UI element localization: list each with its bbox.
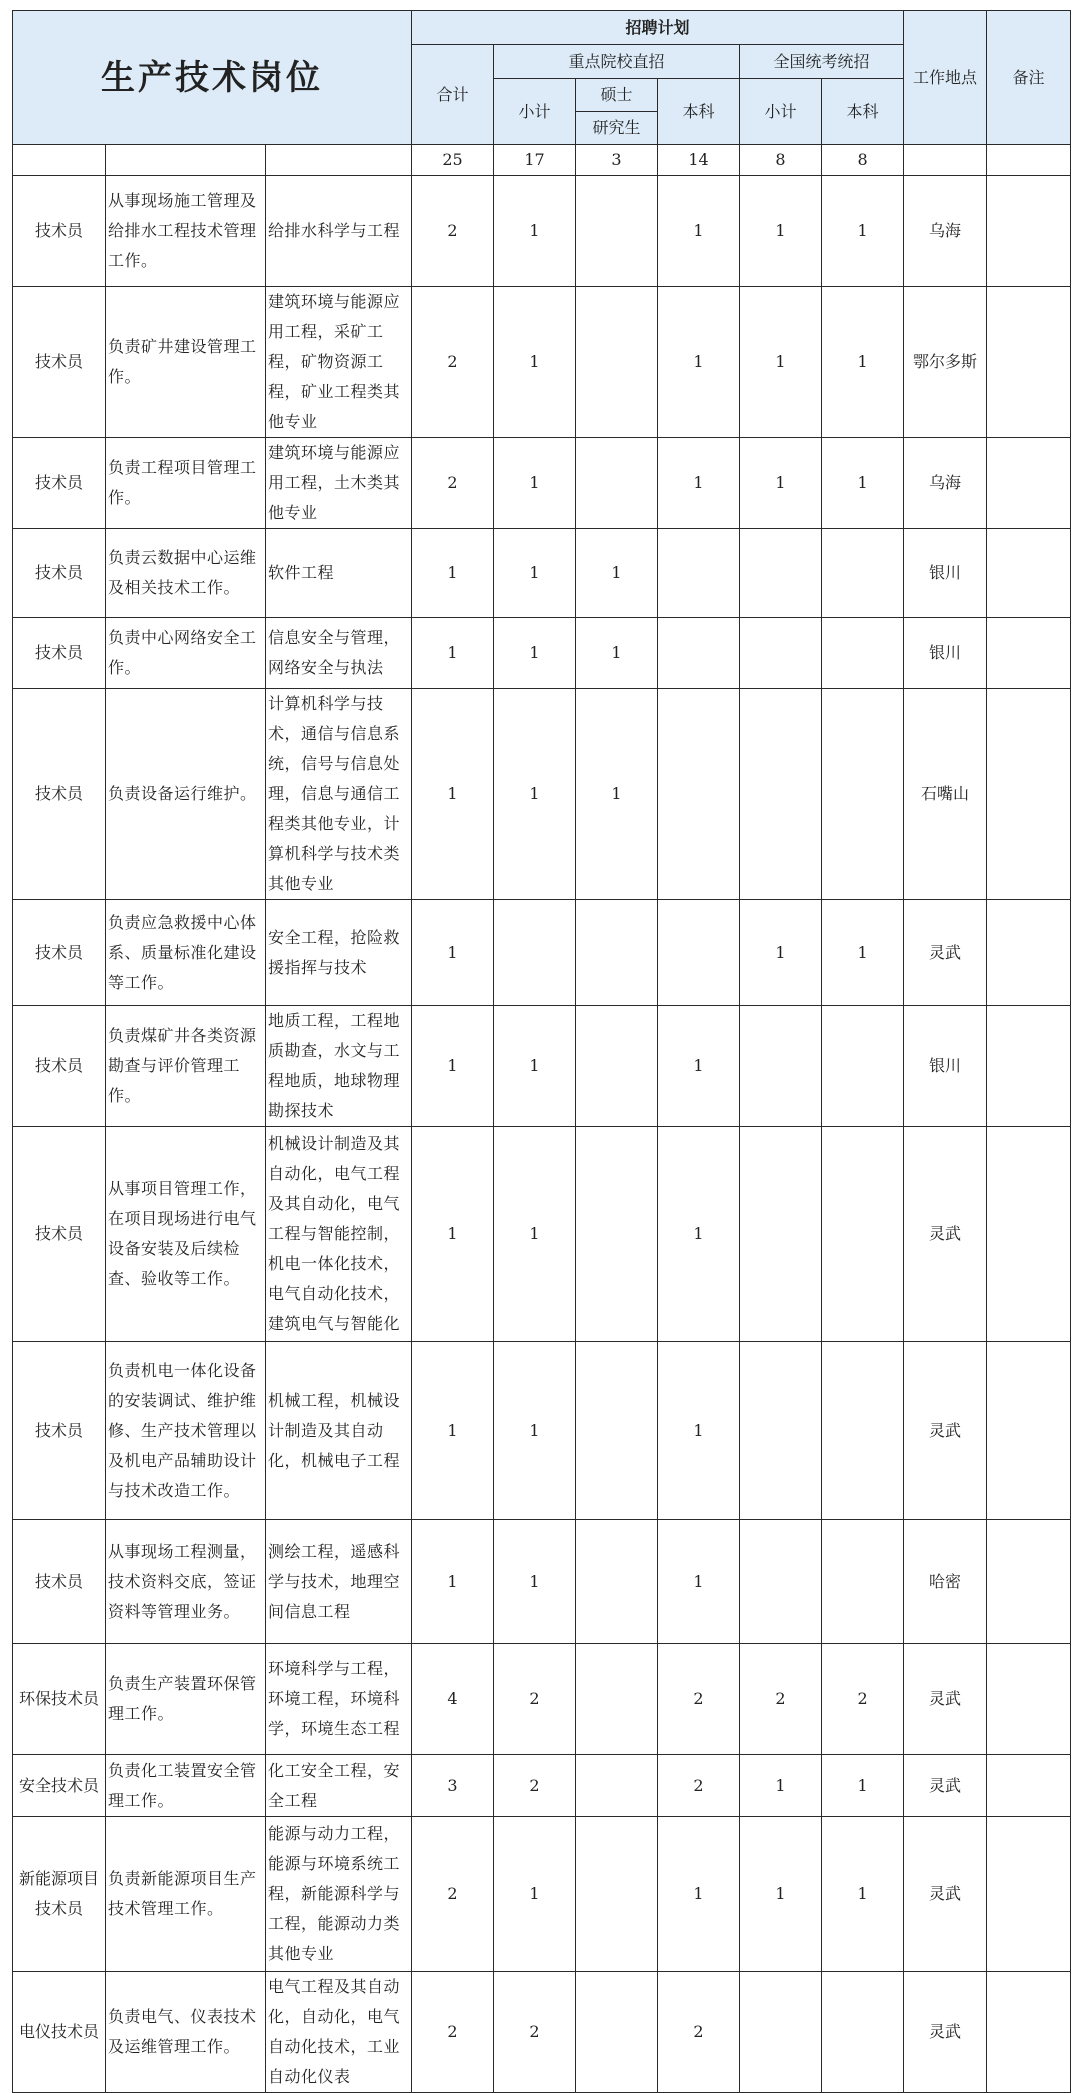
table-row — [13, 529, 1071, 618]
key-bachelor-cell: 2 — [658, 1644, 740, 1755]
totals-row — [13, 145, 1071, 176]
table-row — [13, 1972, 1071, 2093]
major-cell: 计算机科学与技术，通信与信息系统，信号与信息处理，信息与通信工程类其他专业，计算机科学与技术类其他专业 — [266, 689, 412, 900]
nat-bachelor-cell: 1 — [822, 900, 904, 1006]
remarks-cell — [987, 529, 1071, 618]
remarks-header: 备注 — [987, 11, 1071, 145]
remarks-cell — [987, 1644, 1071, 1755]
key-subtotal-cell: 1 — [494, 529, 576, 618]
key-bachelor-cell: 1 — [658, 438, 740, 529]
key-subtotal-header: 小计 — [494, 79, 576, 145]
nat-bachelor-cell — [822, 1972, 904, 2093]
sum-total: 25 — [412, 145, 494, 176]
table-row — [13, 900, 1071, 1006]
total-cell: 1 — [412, 1127, 494, 1342]
master-cell — [576, 287, 658, 438]
remarks-cell — [987, 1342, 1071, 1520]
master-header: 硕士 — [576, 79, 658, 112]
table-row — [13, 438, 1071, 529]
remarks-cell — [987, 689, 1071, 900]
position-cell: 技术员 — [13, 1127, 106, 1342]
nat-subtotal-cell: 1 — [740, 1755, 822, 1817]
remarks-cell — [987, 618, 1071, 689]
totals-blank — [904, 145, 987, 176]
total-cell: 2 — [412, 438, 494, 529]
master-cell — [576, 176, 658, 287]
duty-cell: 负责新能源项目生产技术管理工作。 — [106, 1817, 266, 1972]
duty-cell: 负责矿井建设管理工作。 — [106, 287, 266, 438]
key-subtotal-cell: 1 — [494, 689, 576, 900]
table-row — [13, 1755, 1071, 1817]
nat-subtotal-cell — [740, 689, 822, 900]
total-cell: 2 — [412, 287, 494, 438]
sum-key-bachelor: 14 — [658, 145, 740, 176]
duty-cell: 负责应急救援中心体系、质量标准化建设等工作。 — [106, 900, 266, 1006]
remarks-cell — [987, 1817, 1071, 1972]
key-bachelor-cell — [658, 618, 740, 689]
key-bachelor-cell: 1 — [658, 1520, 740, 1644]
total-cell: 2 — [412, 1817, 494, 1972]
position-cell: 技术员 — [13, 438, 106, 529]
location-cell: 灵武 — [904, 1342, 987, 1520]
remarks-cell — [987, 1755, 1071, 1817]
location-cell: 灵武 — [904, 1127, 987, 1342]
nat-bachelor-cell: 1 — [822, 1817, 904, 1972]
position-cell: 技术员 — [13, 689, 106, 900]
nat-bachelor-cell — [822, 1342, 904, 1520]
major-cell: 建筑环境与能源应用工程，土木类其他专业 — [266, 438, 412, 529]
nat-bachelor-header: 本科 — [822, 79, 904, 145]
key-bachelor-cell: 1 — [658, 176, 740, 287]
master-cell: 1 — [576, 689, 658, 900]
totals-blank — [13, 145, 106, 176]
remarks-cell — [987, 287, 1071, 438]
location-cell: 鄂尔多斯 — [904, 287, 987, 438]
nat-bachelor-cell: 2 — [822, 1644, 904, 1755]
duty-cell: 从事现场施工管理及给排水工程技术管理工作。 — [106, 176, 266, 287]
key-bachelor-cell: 1 — [658, 1127, 740, 1342]
key-bachelor-cell — [658, 900, 740, 1006]
position-cell: 电仪技术员 — [13, 1972, 106, 2093]
table-header — [13, 11, 1071, 145]
key-subtotal-cell: 2 — [494, 1755, 576, 1817]
plan-header: 招聘计划 — [412, 11, 904, 45]
position-cell: 技术员 — [13, 1520, 106, 1644]
key-bachelor-cell: 1 — [658, 287, 740, 438]
position-cell: 新能源项目技术员 — [13, 1817, 106, 1972]
key-subtotal-cell: 1 — [494, 618, 576, 689]
position-cell: 技术员 — [13, 900, 106, 1006]
total-cell: 1 — [412, 618, 494, 689]
major-cell: 安全工程，抢险救援指挥与技术 — [266, 900, 412, 1006]
recruitment-table-wrapper — [12, 10, 1070, 2093]
master-cell — [576, 1972, 658, 2093]
key-subtotal-cell: 1 — [494, 287, 576, 438]
duty-cell: 从事项目管理工作，在项目现场进行电气设备安装及后续检查、验收等工作。 — [106, 1127, 266, 1342]
total-cell: 2 — [412, 176, 494, 287]
sum-nat-subtotal: 8 — [740, 145, 822, 176]
major-cell: 机械工程，机械设计制造及其自动化，机械电子工程 — [266, 1342, 412, 1520]
key-schools-header: 重点院校直招 — [494, 45, 740, 79]
sum-nat-bachelor: 8 — [822, 145, 904, 176]
key-bachelor-cell: 1 — [658, 1006, 740, 1127]
nat-subtotal-cell: 1 — [740, 438, 822, 529]
duty-cell: 负责化工装置安全管理工作。 — [106, 1755, 266, 1817]
master-cell — [576, 1817, 658, 1972]
major-cell: 地质工程，工程地质勘查，水文与工程地质，地球物理勘探技术 — [266, 1006, 412, 1127]
key-subtotal-cell: 2 — [494, 1644, 576, 1755]
master-cell — [576, 900, 658, 1006]
major-cell: 信息安全与管理，网络安全与执法 — [266, 618, 412, 689]
master-cell — [576, 1755, 658, 1817]
nat-bachelor-cell: 1 — [822, 176, 904, 287]
total-cell: 1 — [412, 1342, 494, 1520]
total-header: 合计 — [412, 45, 494, 145]
nat-subtotal-cell: 1 — [740, 287, 822, 438]
recruitment-table — [12, 10, 1071, 2093]
total-cell: 1 — [412, 1006, 494, 1127]
location-cell: 哈密 — [904, 1520, 987, 1644]
nat-subtotal-header: 小计 — [740, 79, 822, 145]
nat-subtotal-cell — [740, 1520, 822, 1644]
duty-cell: 负责中心网络安全工作。 — [106, 618, 266, 689]
major-cell: 环境科学与工程，环境工程，环境科学，环境生态工程 — [266, 1644, 412, 1755]
key-bachelor-cell: 1 — [658, 1817, 740, 1972]
key-bachelor-cell — [658, 529, 740, 618]
totals-blank — [987, 145, 1071, 176]
remarks-cell — [987, 1127, 1071, 1342]
nat-bachelor-cell — [822, 1127, 904, 1342]
remarks-cell — [987, 900, 1071, 1006]
postgrad-header: 研究生 — [576, 112, 658, 145]
page-title: 生产技术岗位 — [13, 11, 412, 145]
remarks-cell — [987, 1520, 1071, 1644]
key-subtotal-cell: 1 — [494, 1817, 576, 1972]
key-subtotal-cell: 2 — [494, 1972, 576, 2093]
position-cell: 环保技术员 — [13, 1644, 106, 1755]
nat-bachelor-cell — [822, 1520, 904, 1644]
major-cell: 建筑环境与能源应用工程，采矿工程，矿物资源工程，矿业工程类其他专业 — [266, 287, 412, 438]
location-cell: 灵武 — [904, 1817, 987, 1972]
key-bachelor-cell: 1 — [658, 1342, 740, 1520]
remarks-cell — [987, 1972, 1071, 2093]
nat-subtotal-cell — [740, 529, 822, 618]
master-cell — [576, 1006, 658, 1127]
duty-cell: 负责设备运行维护。 — [106, 689, 266, 900]
total-cell: 4 — [412, 1644, 494, 1755]
remarks-cell — [987, 176, 1071, 287]
master-cell: 1 — [576, 529, 658, 618]
table-body — [13, 145, 1071, 2093]
duty-cell: 负责煤矿井各类资源勘查与评价管理工作。 — [106, 1006, 266, 1127]
position-cell: 技术员 — [13, 176, 106, 287]
table-row — [13, 618, 1071, 689]
location-cell: 石嘴山 — [904, 689, 987, 900]
total-cell: 1 — [412, 529, 494, 618]
nat-subtotal-cell: 1 — [740, 1817, 822, 1972]
master-cell — [576, 1644, 658, 1755]
duty-cell: 负责云数据中心运维及相关技术工作。 — [106, 529, 266, 618]
nat-bachelor-cell — [822, 1006, 904, 1127]
total-cell: 2 — [412, 1972, 494, 2093]
nat-bachelor-cell — [822, 689, 904, 900]
duty-cell: 负责生产装置环保管理工作。 — [106, 1644, 266, 1755]
location-cell: 银川 — [904, 529, 987, 618]
location-cell: 灵武 — [904, 1755, 987, 1817]
table-row — [13, 1127, 1071, 1342]
totals-blank — [266, 145, 412, 176]
nat-bachelor-cell: 1 — [822, 438, 904, 529]
table-row — [13, 176, 1071, 287]
table-row — [13, 1006, 1071, 1127]
location-cell: 灵武 — [904, 1972, 987, 2093]
position-cell: 技术员 — [13, 1342, 106, 1520]
key-subtotal-cell — [494, 900, 576, 1006]
major-cell: 测绘工程，遥感科学与技术，地理空间信息工程 — [266, 1520, 412, 1644]
duty-cell: 负责工程项目管理工作。 — [106, 438, 266, 529]
remarks-cell — [987, 438, 1071, 529]
duty-cell: 从事现场工程测量，技术资料交底，签证资料等管理业务。 — [106, 1520, 266, 1644]
major-cell: 化工安全工程，安全工程 — [266, 1755, 412, 1817]
table-row — [13, 1520, 1071, 1644]
major-cell: 能源与动力工程，能源与环境系统工程，新能源科学与工程，能源动力类其他专业 — [266, 1817, 412, 1972]
position-cell: 安全技术员 — [13, 1755, 106, 1817]
total-cell: 1 — [412, 900, 494, 1006]
nat-subtotal-cell — [740, 1006, 822, 1127]
nat-bachelor-cell: 1 — [822, 287, 904, 438]
nat-subtotal-cell: 1 — [740, 900, 822, 1006]
nat-subtotal-cell — [740, 1342, 822, 1520]
key-subtotal-cell: 1 — [494, 1006, 576, 1127]
national-exam-header: 全国统考统招 — [740, 45, 904, 79]
location-cell: 灵武 — [904, 900, 987, 1006]
total-cell: 1 — [412, 1520, 494, 1644]
major-cell: 电气工程及其自动化，自动化，电气自动化技术，工业自动化仪表 — [266, 1972, 412, 2093]
total-cell: 1 — [412, 689, 494, 900]
key-subtotal-cell: 1 — [494, 1342, 576, 1520]
remarks-cell — [987, 1006, 1071, 1127]
location-cell: 银川 — [904, 1006, 987, 1127]
total-cell: 3 — [412, 1755, 494, 1817]
nat-subtotal-cell: 2 — [740, 1644, 822, 1755]
position-cell: 技术员 — [13, 618, 106, 689]
nat-subtotal-cell — [740, 618, 822, 689]
nat-bachelor-cell — [822, 618, 904, 689]
nat-bachelor-cell: 1 — [822, 1755, 904, 1817]
nat-bachelor-cell — [822, 529, 904, 618]
sum-key-subtotal: 17 — [494, 145, 576, 176]
table-row — [13, 287, 1071, 438]
key-subtotal-cell: 1 — [494, 1127, 576, 1342]
table-row — [13, 1644, 1071, 1755]
major-cell: 机械设计制造及其自动化，电气工程及其自动化，电气工程与智能控制，机电一体化技术，电气自动化技术，建筑电气与智能化 — [266, 1127, 412, 1342]
position-cell: 技术员 — [13, 287, 106, 438]
key-bachelor-cell: 2 — [658, 1972, 740, 2093]
position-cell: 技术员 — [13, 529, 106, 618]
table-row — [13, 1817, 1071, 1972]
location-cell: 乌海 — [904, 438, 987, 529]
position-cell: 技术员 — [13, 1006, 106, 1127]
key-subtotal-cell: 1 — [494, 176, 576, 287]
location-cell: 灵武 — [904, 1644, 987, 1755]
table-row — [13, 1342, 1071, 1520]
duty-cell: 负责机电一体化设备的安装调试、维护维修、生产技术管理以及机电产品辅助设计与技术改造工作。 — [106, 1342, 266, 1520]
key-bachelor-cell — [658, 689, 740, 900]
master-cell — [576, 1520, 658, 1644]
master-cell — [576, 1342, 658, 1520]
table-row — [13, 689, 1071, 900]
key-bachelor-header: 本科 — [658, 79, 740, 145]
nat-subtotal-cell — [740, 1127, 822, 1342]
master-cell — [576, 1127, 658, 1342]
nat-subtotal-cell: 1 — [740, 176, 822, 287]
location-header: 工作地点 — [904, 11, 987, 145]
major-cell: 给排水科学与工程 — [266, 176, 412, 287]
location-cell: 银川 — [904, 618, 987, 689]
master-cell: 1 — [576, 618, 658, 689]
nat-subtotal-cell — [740, 1972, 822, 2093]
duty-cell: 负责电气、仪表技术及运维管理工作。 — [106, 1972, 266, 2093]
key-subtotal-cell: 1 — [494, 438, 576, 529]
key-subtotal-cell: 1 — [494, 1520, 576, 1644]
key-bachelor-cell: 2 — [658, 1755, 740, 1817]
location-cell: 乌海 — [904, 176, 987, 287]
totals-blank — [106, 145, 266, 176]
sum-master: 3 — [576, 145, 658, 176]
master-cell — [576, 438, 658, 529]
major-cell: 软件工程 — [266, 529, 412, 618]
